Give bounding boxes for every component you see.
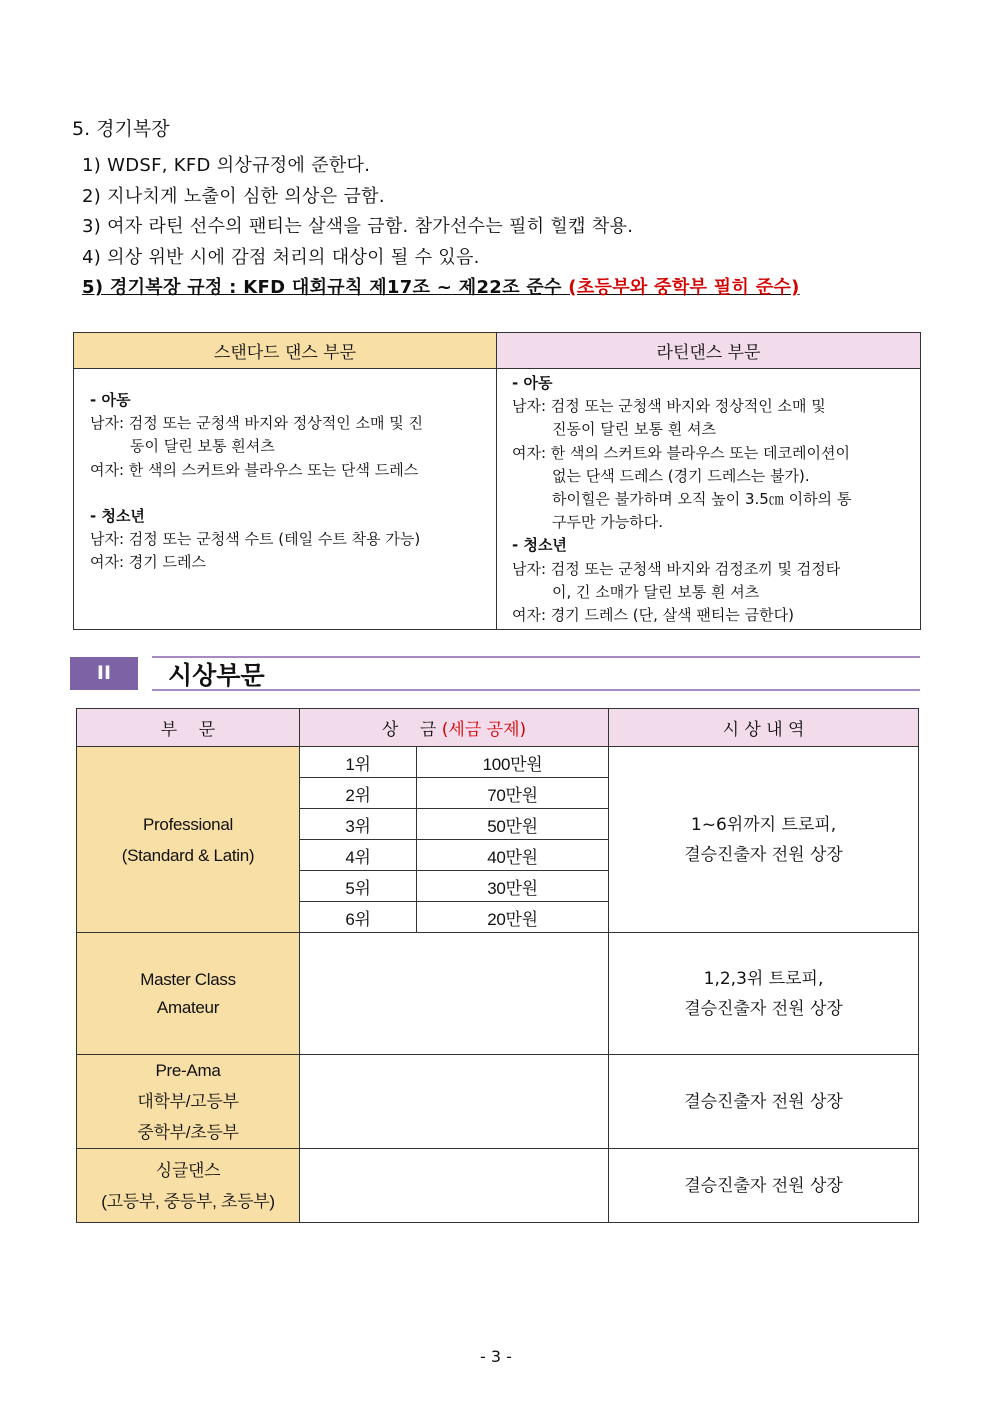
standard-youth-male: 남자: 검정 또는 군청색 수트 (테일 수트 착용 가능)	[90, 530, 421, 549]
standard-child-male: 남자: 검정 또는 군청색 바지와 정상적인 소매 및 진	[90, 414, 424, 433]
standard-child-male-cont: 동이 달린 보통 흰셔츠	[130, 437, 275, 456]
latin-youth-male: 남자: 검정 또는 군청색 바지와 검정조끼 및 검정타	[512, 559, 841, 578]
latin-child-male-cont: 진동이 달린 보통 흰 셔츠	[552, 420, 716, 439]
section-title: 시상부문	[168, 661, 265, 690]
rank-cell: 1위	[300, 747, 417, 778]
latin-child-female: 여자: 한 색의 스커트와 블라우스 또는 데코레이션이	[512, 443, 850, 462]
category-single: 싱글댄스 (고등부, 중등부, 초등부)	[77, 1149, 300, 1223]
amount-cell: 20만원	[417, 902, 609, 933]
rank-cell: 6위	[300, 902, 417, 933]
rule-5	[82, 273, 800, 299]
category-preama: Pre-Ama 대학부/고등부 중학부/초등부	[77, 1055, 300, 1149]
dress-code-table	[73, 332, 921, 630]
page-number: - 3 -	[480, 1347, 512, 1366]
standard-child-female: 여자: 한 색의 스커트와 블라우스 또는 단색 드레스	[90, 460, 419, 479]
prize-preama	[300, 1055, 609, 1149]
latin-header: 라틴댄스 부문	[497, 333, 921, 369]
rule-4: 4) 의상 위반 시에 감점 처리의 대상이 될 수 있음.	[82, 247, 480, 268]
prize-single	[300, 1149, 609, 1223]
prize-header-note: (세금 공제)	[441, 720, 527, 740]
amount-cell: 40만원	[417, 840, 609, 871]
standard-child-title: - 아동	[90, 391, 131, 409]
award-preama: 결승진출자 전원 상장	[609, 1055, 919, 1149]
standard-cell	[74, 369, 497, 630]
rank-cell: 2위	[300, 778, 417, 809]
award-professional: 1~6위까지 트로피, 결승진출자 전원 상장	[609, 747, 919, 933]
category-professional: Professional (Standard & Latin)	[77, 747, 300, 933]
prize-master	[300, 933, 609, 1055]
rule-1: 1) WDSF, KFD 의상규정에 준한다.	[82, 155, 371, 176]
rank-cell: 5위	[300, 871, 417, 902]
latin-child-title: - 아동	[512, 374, 553, 392]
latin-youth-male-cont: 이, 긴 소매가 달린 보통 흰 셔츠	[552, 582, 760, 601]
standard-youth-title: - 청소년	[90, 506, 145, 525]
amount-cell: 30만원	[417, 871, 609, 902]
amount-cell: 70만원	[417, 778, 609, 809]
rule-5-main: 5) 경기복장 규정 : KFD 대회규칙 제17조 ~ 제22조 준수	[82, 277, 569, 298]
rule-3: 3) 여자 라틴 선수의 팬티는 살색을 금함. 참가선수는 필히 힐캡 착용.	[82, 216, 634, 237]
section-heading: 5. 경기복장	[72, 118, 170, 140]
latin-child-male: 남자: 검정 또는 군청색 바지와 정상적인 소매 및	[512, 397, 826, 416]
latin-youth-title: - 청소년	[512, 536, 567, 555]
latin-youth-female: 여자: 경기 드레스 (단, 살색 팬티는 금한다)	[512, 606, 794, 625]
rule-2: 2) 지나치게 노출이 심한 의상은 금함.	[82, 186, 385, 207]
standard-youth-female: 여자: 경기 드레스	[90, 553, 207, 572]
rule-5-note: (초등부와 중학부 필히 준수)	[568, 277, 800, 298]
section-divider-bottom	[152, 689, 920, 691]
rank-cell: 4위	[300, 840, 417, 871]
category-master: Master Class Amateur	[77, 933, 300, 1055]
category-header: 부 문	[77, 709, 300, 747]
prize-header: 상 금 (세금 공제)	[300, 709, 609, 747]
standard-header: 스탠다드 댄스 부문	[74, 333, 497, 369]
latin-child-female-cont-2: 하이힐은 불가하며 오직 높이 3.5㎝ 이하의 통	[552, 490, 852, 509]
amount-cell: 50만원	[417, 809, 609, 840]
rank-cell: 3위	[300, 809, 417, 840]
awards-table	[76, 708, 919, 1223]
amount-cell: 100만원	[417, 747, 609, 778]
award-single: 결승진출자 전원 상장	[609, 1149, 919, 1223]
latin-child-female-cont-1: 없는 단색 드레스 (경기 드레스는 불가).	[552, 466, 810, 485]
latin-child-female-cont-3: 구두만 가능하다.	[552, 513, 663, 532]
latin-cell	[497, 369, 921, 630]
award-header: 시 상 내 역	[609, 709, 919, 747]
section-number-badge: II	[70, 657, 138, 690]
section-divider-top	[152, 656, 920, 658]
award-master: 1,2,3위 트로피, 결승진출자 전원 상장	[609, 933, 919, 1055]
